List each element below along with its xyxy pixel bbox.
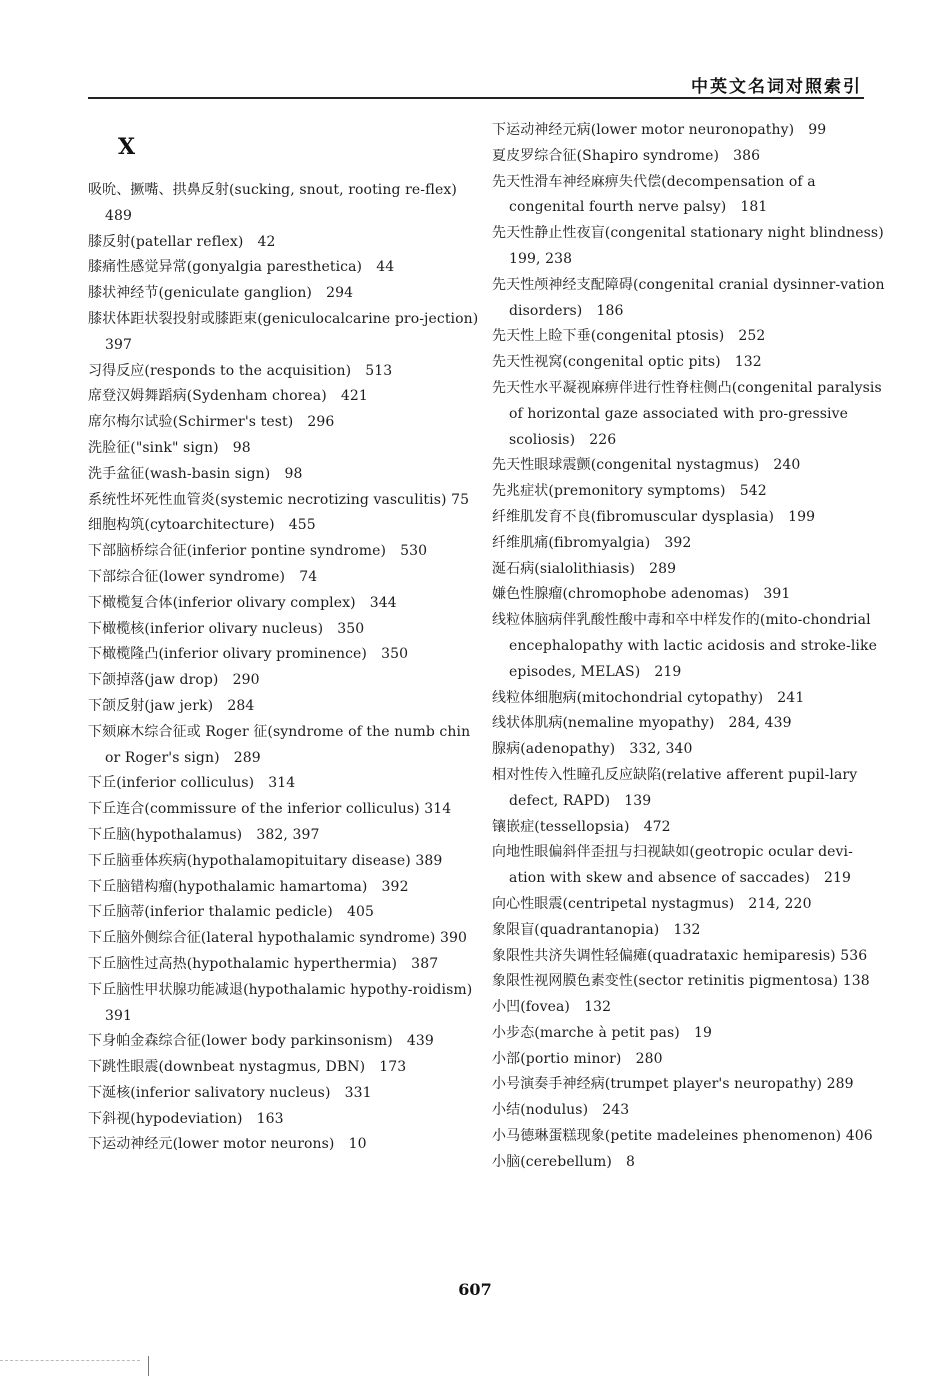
page-number: 607 <box>458 1280 492 1299</box>
index-entry: 下斜视(hypodeviation) 163 <box>88 1110 284 1127</box>
index-entry: 先天性视窝(congenital optic pits) 132 <box>492 354 762 371</box>
index-entry: 先天性水平凝视麻痹伴进行性脊柱侧凸(congenital paralysis of horizontal gaze associated with pro-gressive scoliosis) 226 <box>492 379 882 448</box>
index-entry: 系统性坏死性血管炎(systemic necrotizing vasculitis) 75 <box>88 491 470 508</box>
index-entry: 下运动神经元病(lower motor neuronopathy) 99 <box>492 122 827 138</box>
index-entry: 下颏麻木综合征或 Roger 征(syndrome of the numb chin or Roger's sign) 289 <box>88 723 471 766</box>
scan-margin-tick <box>148 1356 149 1376</box>
index-entry: 膝反射(patellar reflex) 42 <box>88 233 276 250</box>
index-entry: 小部(portio minor) 280 <box>492 1050 663 1067</box>
index-entry: 线状体肌病(nemaline myopathy) 284, 439 <box>492 715 792 732</box>
index-entry: 象限性视网膜色素变性(sector retinitis pigmentosa) 138 <box>492 973 870 990</box>
index-entry: 膝状体距状裂投射或膝距束(geniculocalcarine pro-jection) 397 <box>88 310 493 353</box>
index-entry: 下丘脑外侧综合征(lateral hypothalamic syndrome) 390 <box>88 930 468 947</box>
index-entry: 下跳性眼震(downbeat nystagmus, DBN) 173 <box>88 1059 407 1076</box>
index-entry: 下身帕金森综合征(lower body parkinsonism) 439 <box>88 1033 434 1050</box>
index-entry: 先天性颅神经支配障碍(congenital cranial dysinner-vation disorders) 186 <box>492 276 885 319</box>
index-entry: 膝状神经节(geniculate ganglion) 294 <box>88 285 354 302</box>
index-entry: 下丘脑垂体疾病(hypothalamopituitary disease) 389 <box>88 852 443 869</box>
index-entry: 下橄榄复合体(inferior olivary complex) 344 <box>88 594 397 611</box>
section-letter: X <box>118 134 136 160</box>
index-entry: 膝痛性感觉异常(gonyalgia paresthetica) 44 <box>88 259 395 276</box>
index-entry: 向心性眼震(centripetal nystagmus) 214, 220 <box>492 895 812 912</box>
index-entry: 下丘脑性过高热(hypothalamic hyperthermia) 387 <box>88 955 439 972</box>
right-index-column <box>492 118 898 1176</box>
index-entry: 先兆症状(premonitory symptoms) 542 <box>492 483 767 500</box>
index-entry: 细胞构筑(cytoarchitecture) 455 <box>88 517 316 534</box>
index-entry: 向地性眼偏斜伴歪扭与扫视缺如(geotropic ocular devi-ation with skew and absence of saccades) 219 <box>492 844 853 887</box>
index-entry: 下颌反射(jaw jerk) 284 <box>88 697 255 714</box>
index-entry: 相对性传入性瞳孔反应缺陷(relative afferent pupil-lary defect, RAPD) 139 <box>492 766 858 809</box>
index-entry: 下部综合征(lower syndrome) 74 <box>88 568 318 585</box>
index-entry: 小脑(cerebellum) 8 <box>492 1153 636 1170</box>
index-entry: 下丘脑蒂(inferior thalamic pedicle) 405 <box>88 904 374 921</box>
index-entry: 小步态(marche à petit pas) 19 <box>492 1024 712 1041</box>
index-entry: 先天性上睑下垂(congenital ptosis) 252 <box>492 328 766 345</box>
index-entry: 席登汉姆舞蹈病(Sydenham chorea) 421 <box>88 388 368 405</box>
index-entry: 镶嵌症(tessellopsia) 472 <box>492 818 671 835</box>
index-entry: 下丘连合(commissure of the inferior colliculus) 314 <box>88 801 452 818</box>
index-entry: 下橄榄核(inferior olivary nucleus) 350 <box>88 620 365 637</box>
index-entry: 纤维肌痛(fibromyalgia) 392 <box>492 534 692 551</box>
index-entry: 线粒体脑病伴乳酸性酸中毒和卒中样发作的(mito-chondrial encephalopathy with lactic acidosis and stroke-like episodes, MELAS) 219 <box>492 612 877 680</box>
index-entry: 先天性眼球震颤(congenital nystagmus) 240 <box>492 457 801 474</box>
index-entry: 下橄榄隆凸(inferior olivary prominence) 350 <box>88 646 409 663</box>
index-entry: 小结(nodulus) 243 <box>492 1102 630 1119</box>
index-entry: 先天性滑车神经麻痹失代偿(decompensation of a congenital fourth nerve palsy) 181 <box>492 173 816 216</box>
index-entry: 线粒体细胞病(mitochondrial cytopathy) 241 <box>492 689 805 706</box>
index-entry: 小号演奏手神经病(trumpet player's neuropathy) 289 <box>492 1076 854 1093</box>
index-entry: 小马德琳蛋糕现象(petite madeleines phenomenon) 406 <box>492 1128 873 1145</box>
index-entry: 下涎核(inferior salivatory nucleus) 331 <box>88 1084 372 1101</box>
index-entry: 下运动神经元(lower motor neurons) 10 <box>88 1136 367 1153</box>
index-entry: 纤维肌发育不良(fibromuscular dysplasia) 199 <box>492 508 816 525</box>
index-entry: 先天性静止性夜盲(congenital stationary night blindness) 199, 238 <box>492 225 898 267</box>
index-entry: 涎石病(sialolithiasis) 289 <box>492 560 677 577</box>
index-entry: 下部脑桥综合征(inferior pontine syndrome) 530 <box>88 543 428 560</box>
index-entry: 腺病(adenopathy) 332, 340 <box>492 741 693 758</box>
index-entry: 夏皮罗综合征(Shapiro syndrome) 386 <box>492 147 761 164</box>
index-entry: 嫌色性腺瘤(chromophobe adenomas) 391 <box>492 586 791 603</box>
scan-margin-line <box>0 1360 140 1361</box>
index-entry: 下颌掉落(jaw drop) 290 <box>88 672 260 689</box>
left-index-column <box>88 178 493 1158</box>
index-entry: 吸吮、撅嘴、拱鼻反射(sucking, snout, rooting re-flex) 489 <box>88 182 472 224</box>
index-entry: 洗手盆征(wash-basin sign) 98 <box>88 465 303 482</box>
index-entry: 下丘脑错构瘤(hypothalamic hamartoma) 392 <box>88 878 409 895</box>
index-entry: 小凹(fovea) 132 <box>492 999 612 1016</box>
index-entry: 下丘脑性甲状腺功能减退(hypothalamic hypothy-roidism) 391 <box>88 981 487 1024</box>
index-entry: 洗脸征("sink" sign) 98 <box>88 439 251 456</box>
index-entry: 席尔梅尔试验(Schirmer's test) 296 <box>88 414 335 431</box>
index-entry: 习得反应(responds to the acquisition) 513 <box>88 362 393 379</box>
index-entry: 象限性共济失调性轻偏瘫(quadrataxic hemiparesis) 536 <box>492 947 868 964</box>
running-header-title: 中英文名词对照索引 <box>691 77 862 97</box>
index-entry: 下丘(inferior colliculus) 314 <box>88 775 296 792</box>
index-entry: 象限盲(quadrantanopia) 132 <box>492 921 701 938</box>
header-rule <box>88 97 864 99</box>
index-entry: 下丘脑(hypothalamus) 382, 397 <box>88 826 320 843</box>
